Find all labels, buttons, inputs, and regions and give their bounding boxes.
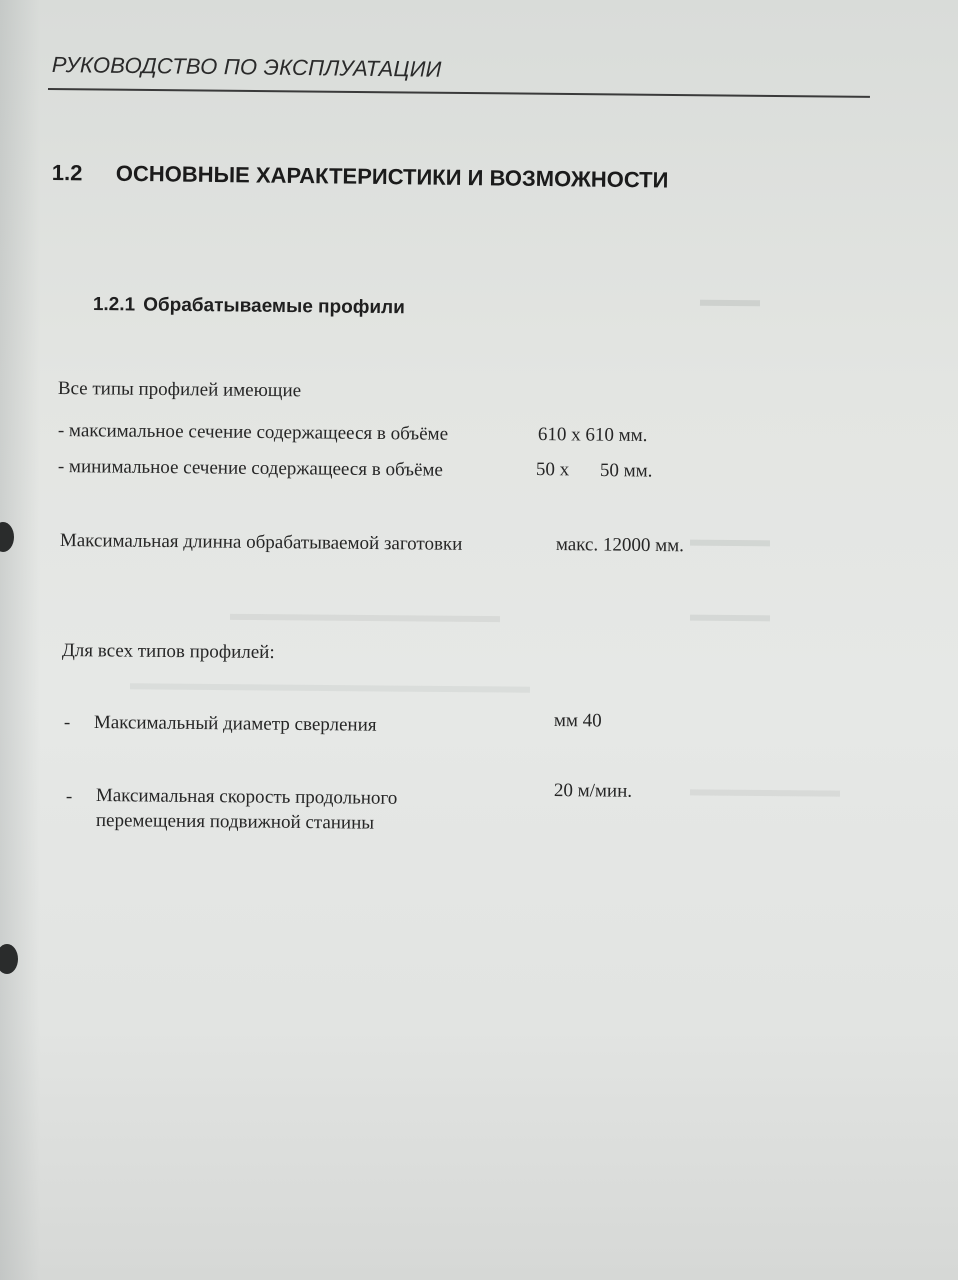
show-through-mark [690,789,840,796]
page-edge-shadow [0,0,40,1280]
max-length-value: макс. 12000 мм. [555,534,685,557]
section-heading [52,160,669,194]
show-through-mark [130,683,530,692]
max-section-label: - максимальное сечение содержащееся в объёме [57,420,449,445]
show-through-mark [700,300,760,307]
drill-diameter-value: мм 40 [553,710,602,732]
section-title: ОСНОВНЫЕ ХАРАКТЕРИСТИКИ И ВОЗМОЖНОСТИ [115,160,669,193]
min-section-value-a: 50 х [535,459,570,481]
subsection-heading [93,294,405,319]
list-dash: - [63,712,71,734]
speed-label-line1: Максимальная скорость продольного [95,785,398,809]
min-section-value-b: 50 мм. [599,460,653,482]
subsection-title: Обрабатываемые профили [143,294,405,319]
min-section-label: - минимальное сечение содержащееся в объёме [57,456,444,481]
speed-value: 20 м/мин. [553,780,633,802]
speed-label-line2: перемещения подвижной станины [95,810,375,834]
subsection-number: 1.2.1 [92,294,136,316]
all-types-intro: Для всех типов профилей: [61,640,275,664]
document-header-title: РУКОВОДСТВО ПО ЭКСПЛУАТАЦИИ [51,52,442,82]
drill-diameter-label: Максимальный диаметр сверления [93,712,377,736]
max-section-value: 610 х 610 мм. [537,424,648,447]
show-through-mark [230,614,500,622]
section-number: 1.2 [51,160,83,186]
max-length-label: Максимальная длинна обрабатываемой заготовки [59,530,463,555]
profiles-intro: Все типы профилей имеющие [57,378,302,402]
show-through-mark [690,540,770,547]
show-through-mark [690,615,770,622]
list-dash: - [65,786,73,808]
header-divider [48,88,870,98]
